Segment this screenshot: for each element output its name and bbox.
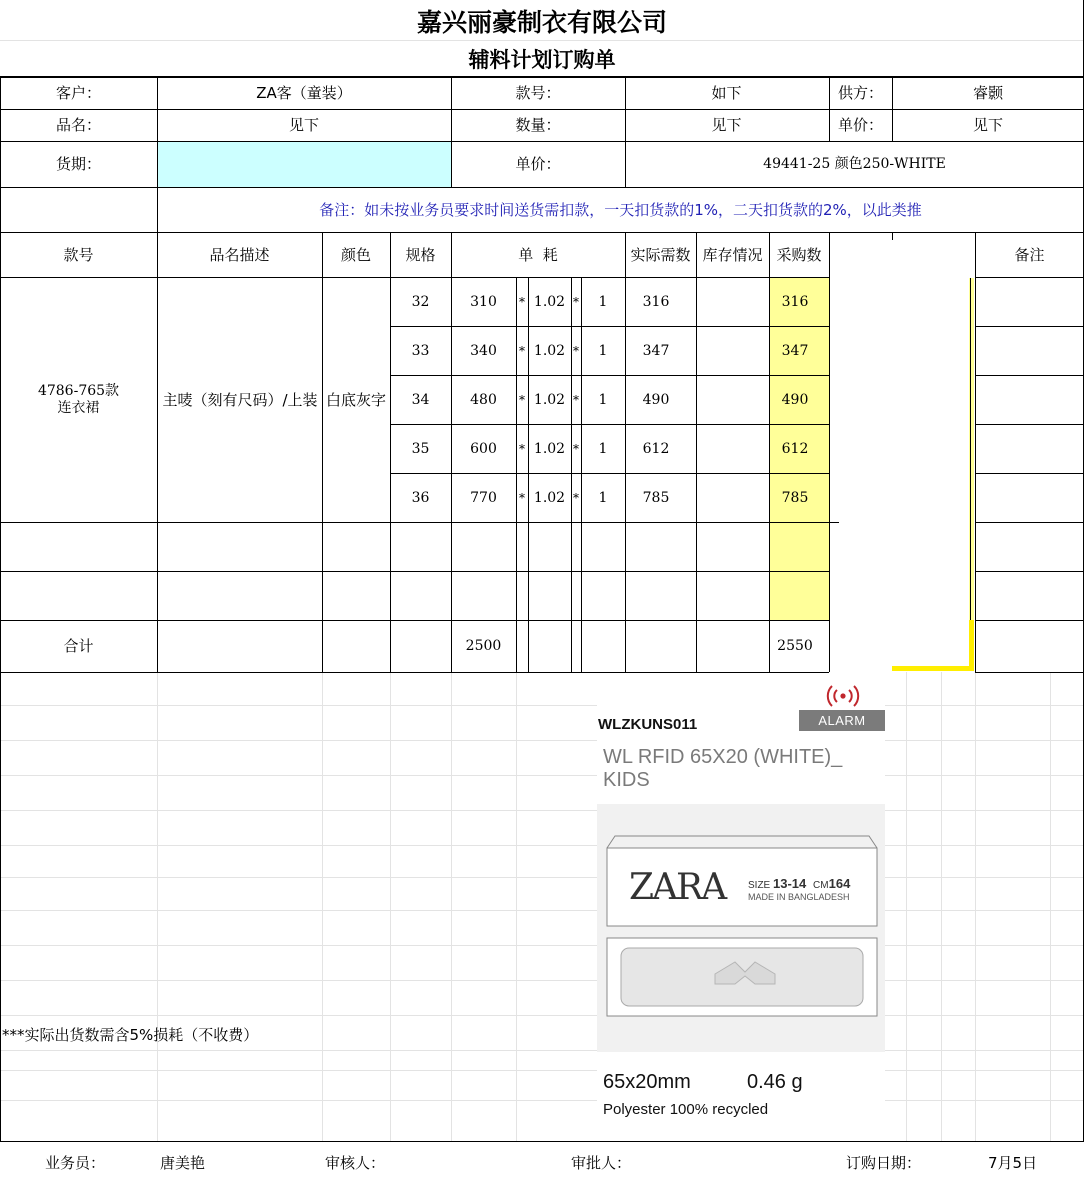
actual-qty-cell[interactable]: 347 <box>642 342 670 359</box>
customer-label: 客户： <box>55 84 101 102</box>
salesman-label: 业务员： <box>44 1153 105 1172</box>
multiply-sign-cell: * <box>519 490 525 505</box>
order-date-label: 订购日期： <box>846 1153 922 1172</box>
product-value[interactable]: 见下 <box>288 116 319 134</box>
salesman-value[interactable]: 唐美艳 <box>160 1153 206 1172</box>
multiply-sign-cell: * <box>573 441 579 456</box>
delivery-value[interactable] <box>158 142 451 187</box>
label-material: Polyester 100% recycled <box>603 1101 769 1118</box>
customer-value[interactable]: ZA客（童装） <box>256 84 352 102</box>
delivery-label: 货期： <box>55 155 101 173</box>
col-header-actual: 实际需数 <box>630 245 691 264</box>
size-cell[interactable]: 33 <box>411 342 430 359</box>
size-cell[interactable]: 36 <box>411 489 430 506</box>
col-header-color: 颜色 <box>340 245 371 264</box>
qty-value[interactable]: 见下 <box>711 116 742 134</box>
multiplier-cell[interactable]: 1 <box>598 391 608 408</box>
col-header-consumption: 单 耗 <box>518 245 558 264</box>
multiply-sign-cell: * <box>519 441 525 456</box>
style-value[interactable]: 如下 <box>711 84 742 102</box>
unit-price-value[interactable]: 见下 <box>972 116 1003 134</box>
multiply-sign-cell: * <box>519 392 525 407</box>
total-label: 合计 <box>63 637 94 655</box>
factor-cell[interactable]: 1.02 <box>533 293 566 310</box>
label-code: WLZKUNS011 <box>598 716 698 733</box>
label-weight: 0.46 g <box>747 1071 803 1093</box>
item-desc-cell[interactable]: 主唛（刻有尺码）/上装 <box>162 390 318 409</box>
supplier-value[interactable]: 睿颢 <box>972 84 1003 102</box>
factor-cell[interactable]: 1.02 <box>533 489 566 506</box>
actual-qty-cell[interactable]: 612 <box>642 440 670 457</box>
purchase-qty-cell[interactable]: 490 <box>781 391 809 408</box>
multiply-sign-cell: * <box>573 343 579 358</box>
qty-cell[interactable]: 600 <box>470 440 497 457</box>
multiplier-cell[interactable]: 1 <box>598 342 608 359</box>
factor-cell[interactable]: 1.02 <box>533 440 566 457</box>
actual-qty-cell[interactable]: 490 <box>642 391 670 408</box>
size-text: SIZE 13-14 CM164 <box>748 876 851 891</box>
multiplier-cell[interactable]: 1 <box>598 293 608 310</box>
col-header-remark: 备注 <box>1014 245 1045 264</box>
size-cell[interactable]: 32 <box>411 293 430 310</box>
actual-qty-cell[interactable]: 785 <box>642 489 670 506</box>
total-qty[interactable]: 2500 <box>465 638 502 654</box>
multiplier-cell[interactable]: 1 <box>598 489 608 506</box>
factor-cell[interactable]: 1.02 <box>533 391 566 408</box>
item-style-cell[interactable]: 4786-765款 连衣裙 <box>37 383 120 416</box>
company-title: 嘉兴丽豪制衣有限公司 <box>416 7 667 37</box>
price-label: 单价： <box>515 155 561 173</box>
price-value[interactable]: 49441-25 颜色250-WHITE <box>763 156 946 172</box>
alarm-signal-icon <box>821 682 865 710</box>
form-title: 辅料计划订购单 <box>468 46 616 72</box>
loss-footnote: ***实际出货数需含5%损耗（不收费） <box>2 1025 259 1044</box>
multiply-sign-cell: * <box>573 294 579 309</box>
purchase-qty-cell[interactable]: 316 <box>781 293 809 310</box>
product-label: 品名： <box>55 116 101 134</box>
rfid-label-card <box>597 680 885 1130</box>
approver-label: 审批人： <box>571 1153 632 1172</box>
qty-cell[interactable]: 310 <box>470 293 497 310</box>
col-header-stock: 库存情况 <box>702 245 763 264</box>
multiply-sign-cell: * <box>573 490 579 505</box>
purchase-qty-cell[interactable]: 785 <box>781 489 809 506</box>
multiply-sign-cell: * <box>519 343 525 358</box>
item-color-cell[interactable]: 白底灰字 <box>325 390 386 409</box>
label-dimensions: 65x20mm <box>603 1071 691 1093</box>
size-cell[interactable]: 35 <box>411 440 430 457</box>
purchase-qty-cell[interactable]: 612 <box>781 440 809 457</box>
qty-label: 数量： <box>515 116 561 134</box>
col-header-desc: 品名描述 <box>209 245 270 264</box>
qty-cell[interactable]: 340 <box>470 342 497 359</box>
factor-cell[interactable]: 1.02 <box>533 342 566 359</box>
style-label: 款号： <box>515 84 561 102</box>
multiply-sign-cell: * <box>519 294 525 309</box>
supplier-label: 供方： <box>837 84 883 102</box>
qty-cell[interactable]: 770 <box>470 489 497 506</box>
origin-text: MADE IN BANGLADESH <box>748 892 850 902</box>
col-header-purchase: 采购数 <box>776 245 822 264</box>
reviewer-label: 审核人： <box>325 1153 386 1172</box>
col-header-style: 款号 <box>63 245 94 264</box>
multiply-sign-cell: * <box>573 392 579 407</box>
col-header-size: 规格 <box>405 245 436 264</box>
multiplier-cell[interactable]: 1 <box>598 440 608 457</box>
purchase-qty-cell[interactable]: 347 <box>781 342 809 359</box>
label-illustration <box>597 804 885 1052</box>
total-purchase[interactable]: 2550 <box>777 638 813 654</box>
label-product-name: WL RFID 65X20 (WHITE)_ KIDS <box>603 746 843 791</box>
delivery-penalty-note: 备注：如未按业务员要求时间送货需扣款，一天扣货款的1%，二天扣货款的2%，以此类推 <box>319 200 922 219</box>
qty-cell[interactable]: 480 <box>470 391 497 408</box>
order-date-value[interactable]: 7月5日 <box>988 1153 1038 1172</box>
actual-qty-cell[interactable]: 316 <box>642 293 670 310</box>
unit-price-label: 单价： <box>837 116 883 134</box>
alarm-badge: ALARM <box>799 710 885 731</box>
zara-brand-text: ZARA <box>629 867 726 908</box>
size-cell[interactable]: 34 <box>411 391 430 408</box>
